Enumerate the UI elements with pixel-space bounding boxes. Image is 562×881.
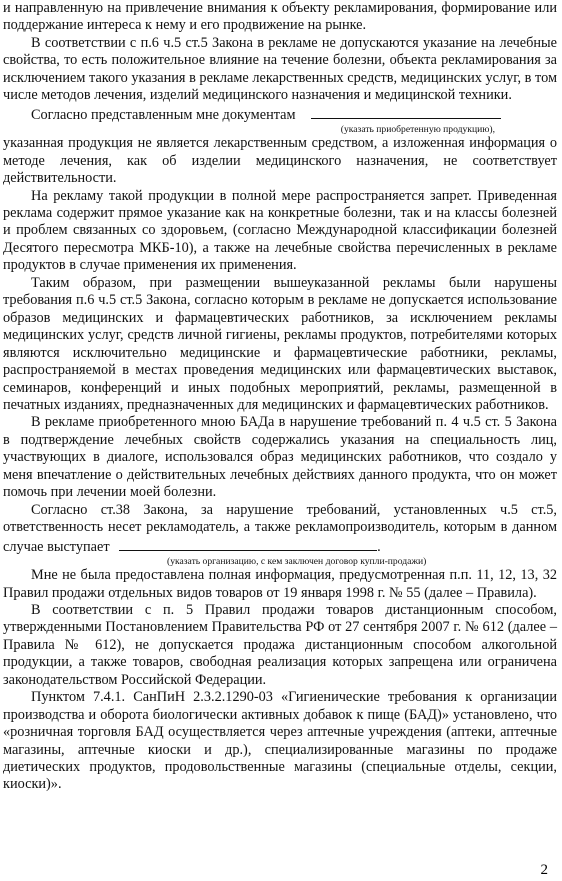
organization-caption: (указать организацию, с кем заключен договор купли-продажи) <box>167 556 427 568</box>
page-number: 2 <box>540 862 548 878</box>
product-caption: (указать приобретенную продукцию), <box>340 124 495 136</box>
paragraph-responsibility <box>3 502 557 556</box>
paragraph-distance-sales: В соответствии с п. 5 Правил продажи товаров дистанционным способом, утвержденными Постановлением Правительства РФ от 27 сентября 2007 г. № 612 (далее – Правила № 612), не допускается продажа дистанционным способом алкогольной продукции, а также товаров, свободная реализация которых запрещена или ограничена законодательством Российской Федерации. <box>3 601 557 688</box>
paragraph-medical-claims: В соответствии с п.6 ч.5 ст.5 Закона в рекламе не допускаются указание на лечебные свойства, то есть положительное влияние на течение болезни, объекта рекламирования за исключением такого указания в рекламе лекарственных средств, медицинских услуг, в том числе методов лечения, изделий медицинского назначения и медицинской техники. <box>3 34 557 104</box>
organization-blank-line <box>119 537 377 551</box>
paragraph-prohibition: На рекламу такой продукции в полной мере распространяется запрет. Приведенная реклама содержит прямое указание как на конкретные болезни, так и на классы болезней и проблем связанных со здоровьем, (согласно Международной классификации болезней Десятого пересмотра МКБ-10), а также на лечебные свойства перечисленных в рекламе продуктов в случае применения их применения. <box>3 187 557 274</box>
paragraph-violation-images: Таким образом, при размещении вышеуказанной рекламы были нарушены требования п.6 ч.5 ст.5 Закона, согласно которым в рекламе не допускается использование образов медицинских и фармацевтических работников, за исключением рекламы медицинских услуг, средств личной гигиены, рекламы продуктов, потребителями которых являются исключительно медицинские и фармацевтические работники, рекламы, распространяемой в местах проведения медицинских или фармацевтических выставок, семинаров, конференций и иных подобных мероприятий, рекламы, размещенной в печатных изданиях, предназначенных для медицинских и фармацевтических работников. <box>3 274 557 413</box>
responsibility-text: Согласно ст.38 Закона, за нарушение требований, установленных ч.5 ст.5, ответственность несет рекламодатель, а также рекламопроизводитель, которым в данном случае выступает <box>3 501 557 555</box>
paragraph-incomplete-info: Мне не была предоставлена полная информация, предусмотренная п.п. 11, 12, 13, 32 Правил продажи отдельных видов товаров от 19 января 1998 г. № 55 (далее – Правила). <box>3 567 557 601</box>
paragraph-advertising-definition: и направленную на привлечение внимания к объекту рекламирования, формирование или поддержание интереса к нему и его продвижение на рынке. <box>3 0 557 34</box>
paragraph-sanpin: Пунктом 7.4.1. СанПиН 2.3.2.1290-03 «Гигиенические требования к организации производства и оборота биологически активных добавок к пище (БАД)» установлено, что «розничная торговля БАД осуществляется через аптечные учреждения (аптеки, аптечные магазины, аптечные киоски и др.), специализированные магазины по продаже диетических продуктов, продовольственные магазины (специальные отделы, секции, киоски)». <box>3 689 557 793</box>
paragraph-specialists-dialogue: В рекламе приобретенного мною БАДа в нарушение требований п. 4 ч.5 ст. 5 Закона в подтверждение лечебных свойств содержались указания на специальность лиц, участвующих в диалоге, использовался образ медицинских работников, что создало у меня впечатление о действительных лечебных действиях данного продукта, что он может помочь при лечении моей болезни. <box>3 414 557 501</box>
paragraph-not-medicine: указанная продукция не является лекарственным средством, а изложенная информация о методе лечения, как об изделии медицинского назначения, не соответствует действительности. <box>3 135 557 187</box>
paragraph-documents-lead <box>3 105 557 124</box>
product-blank-line <box>311 105 501 119</box>
documents-lead-text: Согласно представленным мне документам <box>31 106 296 123</box>
responsibility-end: . <box>377 538 381 555</box>
